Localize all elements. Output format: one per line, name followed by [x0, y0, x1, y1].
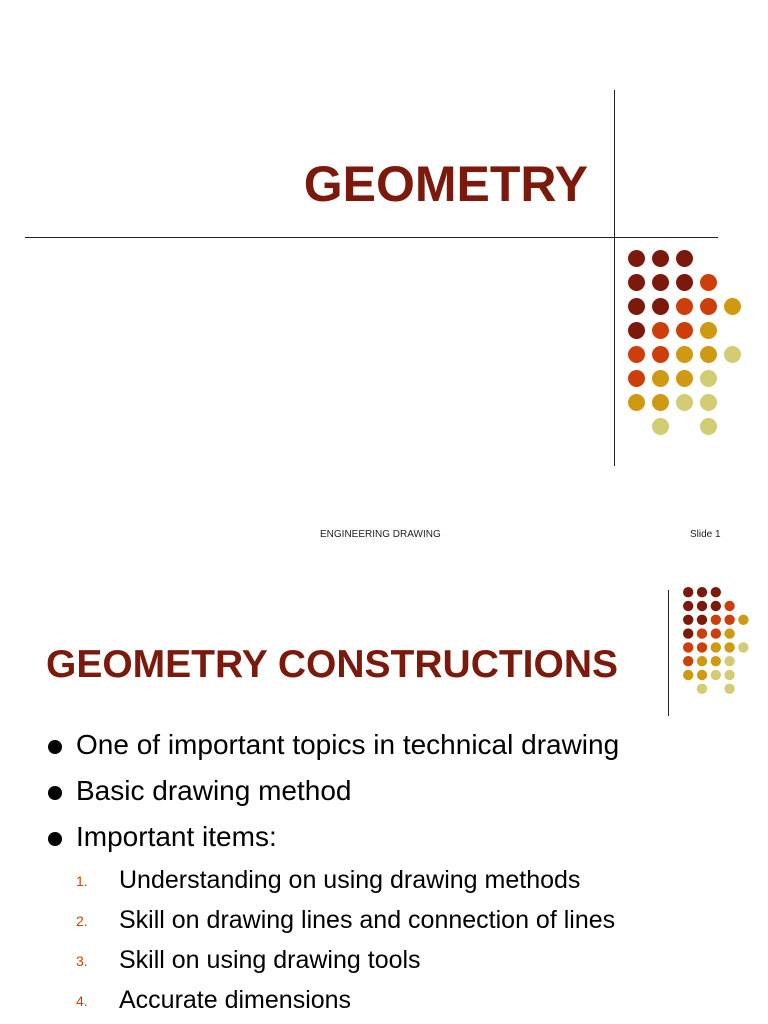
decorative-dot — [697, 628, 707, 638]
decorative-dot — [628, 394, 645, 411]
decorative-dot — [683, 656, 693, 666]
decorative-dot — [652, 394, 669, 411]
decorative-dot — [711, 670, 721, 680]
decorative-dot — [676, 274, 693, 291]
title-divider-vertical-2 — [668, 590, 669, 716]
decorative-dot — [697, 656, 707, 666]
numbered-item — [0, 941, 768, 981]
decorative-dot — [724, 684, 734, 694]
item-number: 4. — [76, 993, 88, 1009]
decorative-dot — [676, 250, 693, 267]
slide-2-title: GEOMETRY CONSTRUCTIONS — [46, 643, 619, 686]
decorative-dot — [711, 587, 721, 597]
decorative-dot — [652, 370, 669, 387]
decorative-dot — [724, 642, 734, 652]
item-text: Skill on using drawing tools — [119, 946, 421, 974]
decorative-dot — [697, 601, 707, 611]
bullet-list — [0, 724, 768, 862]
decorative-dot — [652, 298, 669, 315]
decorative-dot — [697, 642, 707, 652]
item-number: 3. — [76, 953, 88, 969]
slide-1-title: GEOMETRY — [303, 156, 588, 212]
decorative-dot — [738, 642, 748, 652]
bullet-text: One of important topics in technical drawing — [76, 729, 620, 760]
decorative-dot — [683, 642, 693, 652]
decorative-dot — [724, 601, 734, 611]
decorative-dot — [676, 346, 693, 363]
decorative-dot — [738, 615, 748, 625]
numbered-item — [0, 981, 768, 1021]
decorative-dot — [700, 298, 717, 315]
slide-footer: ENGINEERING DRAWING — [320, 529, 441, 540]
item-text: Accurate dimensions — [119, 986, 352, 1014]
decorative-dot — [700, 346, 717, 363]
bullet-dot-icon — [48, 786, 62, 800]
bullet-text: Basic drawing method — [76, 775, 352, 806]
decorative-dot — [652, 322, 669, 339]
slide-number: Slide 1 — [690, 529, 721, 540]
item-text: Understanding on using drawing methods — [119, 866, 581, 894]
decorative-dot — [724, 670, 734, 680]
decorative-dot — [697, 670, 707, 680]
decorative-dot — [711, 656, 721, 666]
decorative-dot — [652, 274, 669, 291]
decorative-dot — [628, 346, 645, 363]
decorative-dot — [676, 394, 693, 411]
decorative-dot — [711, 642, 721, 652]
bullet-item — [0, 724, 768, 770]
decorative-dot — [711, 628, 721, 638]
decorative-dot — [711, 601, 721, 611]
decorative-dot — [724, 656, 734, 666]
decorative-dot — [700, 370, 717, 387]
bullet-dot-icon — [48, 832, 62, 846]
decorative-dot — [628, 250, 645, 267]
item-text: Skill on drawing lines and connection of lines — [119, 906, 616, 934]
decorative-dot — [724, 298, 741, 315]
decorative-dot — [628, 298, 645, 315]
decorative-dot — [652, 250, 669, 267]
decorative-dot — [697, 615, 707, 625]
decorative-dot — [683, 601, 693, 611]
decorative-dot — [683, 587, 693, 597]
bullet-item — [0, 770, 768, 816]
decorative-dot — [697, 684, 707, 694]
item-number: 2. — [76, 913, 88, 929]
decorative-dot — [711, 615, 721, 625]
decorative-dot — [628, 322, 645, 339]
numbered-item — [0, 901, 768, 941]
decorative-dot — [676, 370, 693, 387]
decorative-dot — [700, 322, 717, 339]
decorative-dot — [724, 615, 734, 625]
bullet-item — [0, 816, 768, 862]
decorative-dot — [683, 615, 693, 625]
decorative-dot — [724, 628, 734, 638]
decorative-dot — [628, 370, 645, 387]
decorative-dot — [700, 418, 717, 435]
decorative-dot — [700, 274, 717, 291]
decorative-dot — [697, 587, 707, 597]
decorative-dot-grid-small — [683, 587, 759, 703]
bullet-dot-icon — [48, 740, 62, 754]
bullet-text: Important items: — [76, 821, 277, 852]
decorative-dot — [652, 418, 669, 435]
numbered-item — [0, 861, 768, 901]
decorative-dot-grid — [628, 250, 748, 440]
item-number: 1. — [76, 873, 88, 889]
decorative-dot — [676, 298, 693, 315]
decorative-dot — [683, 628, 693, 638]
decorative-dot — [683, 670, 693, 680]
numbered-list — [0, 861, 768, 1021]
decorative-dot — [700, 394, 717, 411]
title-divider-vertical — [614, 90, 615, 466]
decorative-dot — [652, 346, 669, 363]
decorative-dot — [724, 346, 741, 363]
decorative-dot — [676, 322, 693, 339]
decorative-dot — [628, 274, 645, 291]
